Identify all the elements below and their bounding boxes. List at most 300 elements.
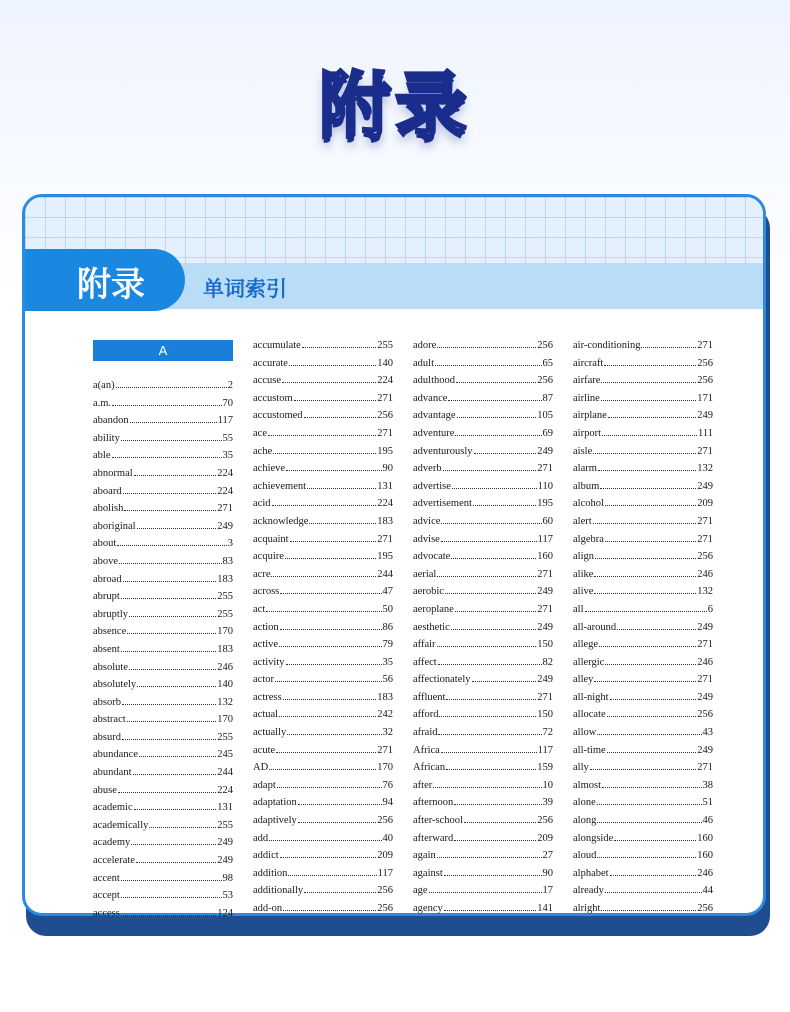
- index-word: abstract: [93, 714, 126, 726]
- index-entry: [93, 641, 233, 659]
- index-entry: [413, 671, 553, 689]
- section-label: 单词索引: [203, 277, 287, 301]
- index-entry: [93, 571, 233, 589]
- index-page-number: 79: [382, 639, 393, 651]
- index-page-number: 117: [377, 867, 393, 879]
- index-page-number: 110: [537, 480, 553, 492]
- index-word: against: [413, 867, 443, 879]
- index-word: album: [573, 480, 600, 492]
- dot-leader: [617, 619, 696, 630]
- index-column-2: [253, 337, 393, 918]
- index-entry: [413, 706, 553, 724]
- dot-leader: [288, 865, 376, 876]
- index-entry: [253, 777, 393, 795]
- index-page-number: 195: [377, 551, 393, 563]
- index-entry: [93, 729, 233, 747]
- index-word: advice: [413, 515, 441, 527]
- index-page-number: 140: [217, 679, 233, 691]
- index-entry: [413, 900, 553, 918]
- index-entry: [253, 636, 393, 654]
- index-word: alongside: [573, 832, 614, 844]
- index-page-number: 256: [377, 885, 393, 897]
- index-entry: [253, 601, 393, 619]
- index-word: aerial: [413, 568, 437, 580]
- index-word: all-time: [573, 744, 606, 756]
- index-word: all-night: [573, 691, 609, 703]
- dot-leader: [117, 535, 226, 546]
- index-word: actually: [253, 727, 287, 739]
- dot-leader: [129, 659, 216, 670]
- page-title: 附录: [318, 64, 471, 148]
- index-page-number: 256: [537, 815, 553, 827]
- index-page-number: 38: [702, 779, 713, 791]
- index-page-number: 271: [697, 445, 713, 457]
- index-entry: [413, 882, 553, 900]
- index-word: act: [253, 603, 266, 615]
- index-word: advise: [413, 533, 440, 545]
- dot-leader: [604, 355, 696, 366]
- index-entry: [573, 548, 713, 566]
- index-entry: [413, 830, 553, 848]
- index-entry: [253, 812, 393, 830]
- index-word: airport: [573, 427, 601, 439]
- index-word: action: [253, 621, 279, 633]
- index-entry: [93, 817, 233, 835]
- index-page-number: 82: [542, 656, 553, 668]
- index-entry: [573, 443, 713, 461]
- index-page-number: 249: [697, 744, 713, 756]
- index-entry: [413, 865, 553, 883]
- dot-leader: [597, 847, 696, 858]
- index-page-number: 256: [537, 340, 553, 351]
- index-entry: [93, 553, 233, 571]
- index-word: alert: [573, 515, 592, 527]
- index-word: add-on: [253, 903, 283, 914]
- index-entry: [93, 465, 233, 483]
- index-entry: [573, 654, 713, 672]
- index-entry: [253, 407, 393, 425]
- index-page-number: 69: [542, 427, 553, 439]
- index-word: adventurously: [413, 445, 473, 457]
- index-page-number: 35: [382, 656, 393, 668]
- index-page-number: 132: [697, 586, 713, 598]
- index-page-number: 46: [702, 815, 713, 827]
- dot-leader: [136, 852, 216, 863]
- index-page-number: 224: [377, 375, 393, 387]
- index-word: adore: [413, 340, 437, 351]
- index-page-number: 117: [537, 744, 553, 756]
- dot-leader: [286, 460, 381, 471]
- index-page-number: 150: [537, 639, 553, 651]
- index-entry: [413, 495, 553, 513]
- index-word: absorb: [93, 696, 121, 708]
- index-page-number: 256: [377, 815, 393, 827]
- index-entry: [573, 566, 713, 584]
- index-entry: [253, 830, 393, 848]
- index-word: absolutely: [93, 679, 137, 691]
- letter-header-a: A: [93, 340, 233, 361]
- dot-leader: [605, 882, 702, 893]
- dot-leader: [597, 794, 702, 805]
- index-word: academic: [93, 802, 133, 814]
- dot-leader: [443, 460, 537, 471]
- index-word: all-around: [573, 621, 617, 633]
- index-page-number: 246: [697, 867, 713, 879]
- index-entry: [413, 601, 553, 619]
- index-word: airline: [573, 392, 600, 404]
- dot-leader: [137, 676, 216, 687]
- index-word: afternoon: [413, 797, 454, 809]
- index-page-number: 195: [537, 498, 553, 510]
- index-entry: [93, 395, 233, 413]
- index-word: acute: [253, 744, 276, 756]
- index-page-number: 271: [377, 533, 393, 545]
- index-entry: [93, 852, 233, 870]
- index-entry: [93, 764, 233, 782]
- index-word: alarm: [573, 463, 597, 475]
- index-entry: [253, 531, 393, 549]
- index-word: accelerate: [93, 855, 135, 867]
- index-entry: [253, 794, 393, 812]
- index-entry: [253, 337, 393, 355]
- index-entry: [93, 711, 233, 729]
- dot-leader: [269, 759, 376, 770]
- index-word: all: [573, 603, 584, 615]
- index-word: alright: [573, 903, 601, 914]
- index-word: allow: [573, 727, 597, 739]
- index-word: algebra: [573, 533, 604, 545]
- index-word: a.m.: [93, 397, 112, 409]
- dot-leader: [122, 694, 216, 705]
- index-word: abandon: [93, 415, 129, 427]
- index-entry: [253, 689, 393, 707]
- index-word: adventure: [413, 427, 455, 439]
- dot-leader: [610, 689, 697, 700]
- index-entry: [573, 425, 713, 443]
- index-page-number: 271: [697, 674, 713, 686]
- index-entry: [413, 759, 553, 777]
- index-word: abundance: [93, 749, 138, 761]
- index-page-number: 60: [542, 515, 553, 527]
- index-word: afterward: [413, 832, 454, 844]
- dot-leader: [438, 724, 541, 735]
- dot-leader: [268, 425, 376, 436]
- dot-leader: [594, 583, 696, 594]
- index-entry: [93, 870, 233, 888]
- index-entry: [93, 623, 233, 641]
- index-page-number: 224: [217, 784, 233, 796]
- dot-leader: [269, 830, 381, 841]
- dot-leader: [283, 900, 376, 911]
- dot-leader: [455, 425, 541, 436]
- dot-leader: [594, 566, 696, 577]
- index-entry: [413, 654, 553, 672]
- index-page-number: 170: [217, 626, 233, 638]
- dot-leader: [289, 355, 376, 366]
- dot-leader: [134, 799, 217, 810]
- index-page-number: 51: [702, 797, 713, 809]
- index-entry: [413, 812, 553, 830]
- dot-leader: [441, 742, 537, 753]
- dot-leader: [605, 495, 696, 506]
- index-page-number: 132: [217, 696, 233, 708]
- dot-leader: [280, 847, 377, 858]
- index-entry: [413, 478, 553, 496]
- index-word: ace: [253, 427, 267, 439]
- index-word: accurate: [253, 357, 288, 369]
- dot-leader: [474, 443, 537, 454]
- dot-leader: [607, 706, 697, 717]
- index-word: agency: [413, 903, 443, 914]
- dot-leader: [119, 553, 221, 564]
- index-page-number: 256: [537, 375, 553, 387]
- index-word: advertise: [413, 480, 451, 492]
- dot-leader: [602, 425, 697, 436]
- index-page-number: 131: [217, 802, 233, 814]
- index-page-number: 160: [697, 832, 713, 844]
- index-word: acre: [253, 568, 271, 580]
- index-page-number: 271: [377, 392, 393, 404]
- index-entry: [253, 372, 393, 390]
- index-entry: [413, 425, 553, 443]
- index-page-number: 249: [697, 480, 713, 492]
- dot-leader: [298, 812, 377, 823]
- index-word: accumulate: [253, 340, 301, 351]
- index-page-number: 86: [382, 621, 393, 633]
- index-entry: [573, 865, 713, 883]
- index-word: acquaint: [253, 533, 289, 545]
- dot-leader: [277, 777, 382, 788]
- index-page-number: 246: [697, 568, 713, 580]
- index-column-4: [573, 337, 713, 918]
- dot-leader: [433, 777, 541, 788]
- dot-leader: [112, 395, 221, 406]
- index-word: after: [413, 779, 433, 791]
- dot-leader: [597, 724, 701, 735]
- dot-leader: [445, 583, 536, 594]
- index-word: acknowledge: [253, 515, 309, 527]
- dot-leader: [608, 407, 696, 418]
- index-entry: [573, 759, 713, 777]
- index-word: afford: [413, 709, 439, 721]
- index-word: align: [573, 551, 594, 563]
- index-entry: [93, 535, 233, 553]
- index-page-number: 160: [697, 850, 713, 862]
- index-entry: [573, 689, 713, 707]
- dot-leader: [121, 641, 216, 652]
- index-entry: [413, 724, 553, 742]
- index-page-number: 44: [702, 885, 713, 897]
- dot-leader: [597, 812, 701, 823]
- index-word: additionally: [253, 885, 304, 897]
- index-word: adverb: [413, 463, 442, 475]
- index-entry: [253, 583, 393, 601]
- index-word: adaptation: [253, 797, 297, 809]
- index-entry: [573, 900, 713, 918]
- index-entry: [413, 513, 553, 531]
- index-page-number: 271: [537, 691, 553, 703]
- dot-leader: [129, 606, 216, 617]
- index-page-number: 160: [537, 551, 553, 563]
- index-word: airfare: [573, 375, 601, 387]
- dot-leader: [448, 390, 541, 401]
- index-page-number: 39: [542, 797, 553, 809]
- index-word: affect: [413, 656, 437, 668]
- index-word: allocate: [573, 709, 606, 721]
- dot-leader: [444, 865, 542, 876]
- index-page-number: 171: [697, 392, 713, 404]
- dot-leader: [593, 443, 696, 454]
- index-entry: [253, 390, 393, 408]
- dot-leader: [122, 729, 216, 740]
- dot-leader: [456, 372, 536, 383]
- dot-leader: [472, 671, 537, 682]
- index-page-number: 249: [697, 691, 713, 703]
- index-entry: [413, 372, 553, 390]
- index-word: active: [253, 639, 279, 651]
- index-page-number: 271: [377, 427, 393, 439]
- index-entry: [413, 847, 553, 865]
- dot-leader: [438, 654, 542, 665]
- index-page-number: 256: [377, 410, 393, 422]
- index-page-number: 98: [222, 872, 233, 884]
- index-word: absence: [93, 626, 127, 638]
- index-word: affectionately: [413, 674, 471, 686]
- index-page-number: 50: [382, 603, 393, 615]
- index-entry: [573, 337, 713, 355]
- index-page-number: 3: [227, 538, 233, 550]
- index-word: ally: [573, 762, 589, 774]
- dot-leader: [641, 337, 696, 348]
- index-page-number: 271: [537, 603, 553, 615]
- index-page-number: 183: [377, 515, 393, 527]
- index-word: accustomed: [253, 410, 303, 422]
- dot-leader: [437, 337, 536, 348]
- index-entry: [573, 777, 713, 795]
- index-page-number: 271: [537, 463, 553, 475]
- index-word: adulthood: [413, 375, 455, 387]
- index-page-number: 17: [542, 885, 553, 897]
- index-page-number: 255: [217, 731, 233, 743]
- index-page-number: 271: [697, 533, 713, 545]
- index-entry: [413, 531, 553, 549]
- index-entry: [253, 706, 393, 724]
- index-page-number: 195: [377, 445, 393, 457]
- index-word: aircraft: [573, 357, 604, 369]
- index-word: aisle: [573, 445, 593, 457]
- index-page-number: 10: [542, 779, 553, 791]
- dot-leader: [441, 513, 541, 524]
- index-page-number: 170: [217, 714, 233, 726]
- dot-leader: [585, 601, 707, 612]
- dot-leader: [280, 583, 381, 594]
- dot-leader: [590, 759, 697, 770]
- dot-leader: [601, 900, 696, 911]
- index-page-number: 249: [537, 674, 553, 686]
- index-entry: [573, 513, 713, 531]
- dot-leader: [451, 548, 536, 559]
- index-entry: [253, 671, 393, 689]
- index-word: across: [253, 586, 280, 598]
- dot-leader: [446, 759, 536, 770]
- index-word: achievement: [253, 480, 307, 492]
- dot-leader: [304, 407, 377, 418]
- index-page-number: 271: [697, 515, 713, 527]
- index-entry: [573, 495, 713, 513]
- index-entry: [253, 425, 393, 443]
- dot-leader: [600, 478, 696, 489]
- dot-leader: [309, 513, 376, 524]
- index-word: aboard: [93, 485, 122, 497]
- index-page-number: 271: [697, 762, 713, 774]
- index-entry: [93, 500, 233, 518]
- index-entry: [253, 882, 393, 900]
- index-word: abundant: [93, 767, 132, 779]
- dot-leader: [121, 430, 222, 441]
- dot-leader: [116, 377, 227, 388]
- index-word: alley: [573, 674, 594, 686]
- index-word: actual: [253, 709, 279, 721]
- index-page-number: 83: [222, 555, 233, 567]
- index-word: addict: [253, 850, 279, 862]
- index-entry: [93, 782, 233, 800]
- dot-leader: [285, 548, 376, 559]
- index-page-number: 87: [542, 392, 553, 404]
- index-word: activity: [253, 656, 285, 668]
- dot-leader: [601, 372, 696, 383]
- index-entry: [253, 742, 393, 760]
- index-entry: [253, 759, 393, 777]
- index-word: alike: [573, 568, 594, 580]
- dot-leader: [290, 531, 377, 542]
- index-entry: [253, 443, 393, 461]
- index-page-number: 183: [377, 691, 393, 703]
- dot-leader: [307, 478, 376, 489]
- dot-leader: [607, 742, 697, 753]
- appendix-tab-label: 附录: [77, 265, 145, 305]
- index-entry: [413, 777, 553, 795]
- index-page-number: 35: [222, 450, 233, 462]
- index-page-number: 6: [707, 603, 713, 615]
- dot-leader: [123, 483, 217, 494]
- index-page-number: 90: [542, 867, 553, 879]
- dot-leader: [451, 619, 537, 630]
- index-entry: [573, 619, 713, 637]
- dot-leader: [118, 782, 216, 793]
- index-entry: [573, 830, 713, 848]
- index-entry: [573, 531, 713, 549]
- index-page-number: 271: [697, 639, 713, 651]
- index-entry: [93, 676, 233, 694]
- index-page-number: 65: [542, 357, 553, 369]
- index-word: about: [93, 538, 117, 550]
- dot-leader: [452, 478, 537, 489]
- index-page-number: 246: [697, 656, 713, 668]
- dot-leader: [280, 619, 382, 630]
- index-page-number: 224: [217, 467, 233, 479]
- dot-leader: [441, 531, 537, 542]
- index-page-number: 249: [217, 855, 233, 867]
- index-word: air-conditioning: [573, 340, 641, 351]
- index-entry: [573, 794, 713, 812]
- index-page-number: 53: [222, 890, 233, 902]
- index-word: accent: [93, 872, 120, 884]
- index-page-number: 111: [698, 427, 713, 439]
- dot-leader: [614, 830, 696, 841]
- dot-leader: [593, 513, 697, 524]
- index-word: aloud: [573, 850, 597, 862]
- index-entry: [253, 619, 393, 637]
